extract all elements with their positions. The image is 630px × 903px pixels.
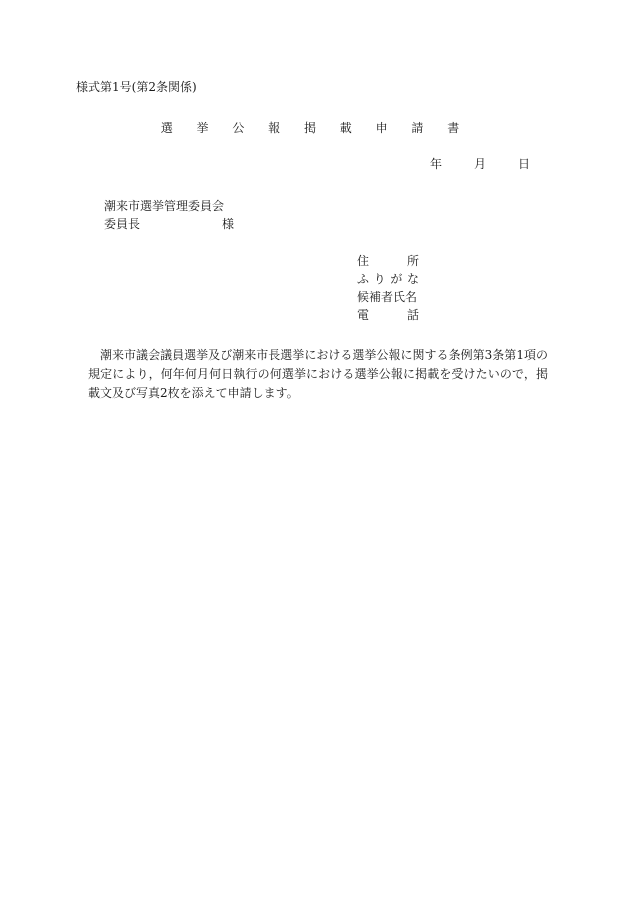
applicant-address-label [357,252,419,270]
form-number: 様式第1号(第2条関係) [76,80,197,94]
phone-label-part2: 話 [406,308,419,322]
addressee-honorific: 様 [221,217,234,231]
furigana-label: ふ り が な [357,272,419,286]
applicant-furigana-label [357,270,419,288]
addressee-block [104,197,234,233]
addressee-chair: 委員長 [104,217,141,231]
phone-label-part1: 電 [357,308,370,322]
address-label-part2: 所 [406,254,419,268]
addressee-chair-line [104,215,234,233]
applicant-block [357,252,419,324]
date-month-label: 月 [473,157,486,171]
applicant-phone-label [357,306,419,324]
document-title: 選 挙 公 報 掲 載 申 請 書 [160,121,470,135]
date-year-label: 年 [430,157,443,171]
candidate-name-label: 候補者氏名 [357,290,418,304]
addressee-committee: 潮来市選挙管理委員会 [104,199,225,213]
address-label-part1: 住 [357,254,370,268]
application-body-text: 潮来市議会議員選挙及び潮来市長選挙における選挙公報に関する条例第3条第1項の規定により，何年何月何日執行の何選挙における選挙公報に掲載を受けたいので，掲載文及び写真2枚を添えて申請します。 [88,348,548,400]
date-line [430,156,530,172]
date-day-label: 日 [517,157,530,171]
applicant-name-label [357,288,419,306]
